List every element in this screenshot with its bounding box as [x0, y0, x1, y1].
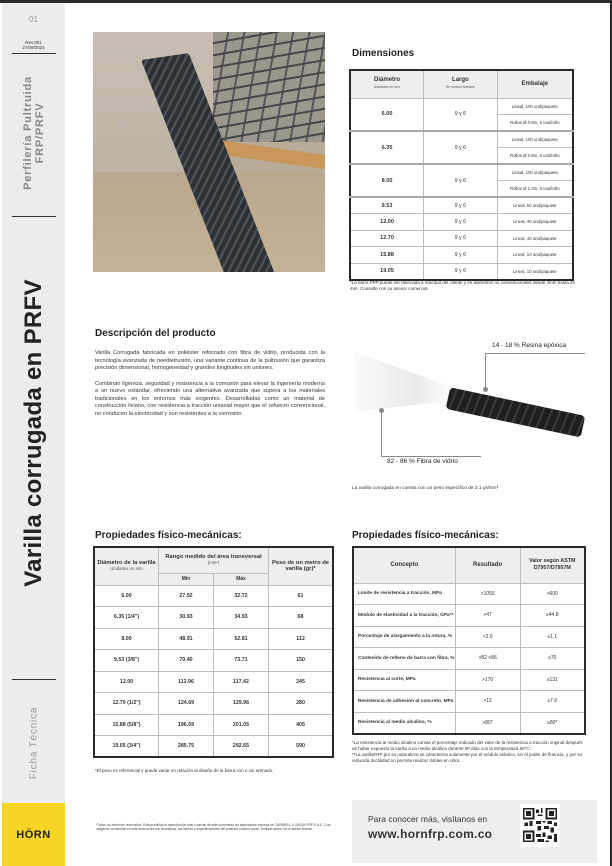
table-row: 8.00 9 y 6 Lineal, 100 und/paquete	[350, 164, 573, 181]
table-row: 12.00 112.96 117.42 245	[94, 671, 333, 693]
table-row: Rollos Ø 1.0m, 5 und/rollo	[350, 181, 573, 198]
frp-rod-segment	[446, 387, 586, 437]
table-row: 15.88 (5/8") 196.69 201.05 405	[94, 714, 333, 736]
elasticity-note: **La varillaFRP por su naturaleza se caracteriza solamente por el módulo elástico, sin el poder de fluencia, y por su reducida ductilidad no permite realizar dobles en obra.	[352, 752, 583, 763]
divider	[12, 679, 56, 680]
table-row: Módulo de elasticidad a la tracción, GPa** >47 ≥44.8	[353, 605, 585, 627]
doc-type-label: Ficha Técnica	[28, 706, 39, 780]
properties-left-table	[93, 546, 334, 758]
revision-date: 27/09/2024	[22, 45, 45, 50]
properties-left-heading: Propiedades físico-mecánicas:	[95, 530, 242, 541]
category-line-1: Perfilería Pultruida	[21, 76, 34, 190]
col-max: Máx	[213, 573, 268, 585]
composition-caption: La varilla corrugada en cuenta con un peso específico de 2.1 gr/mm³	[352, 486, 499, 491]
resin-marker-dot	[483, 387, 488, 392]
dimensions-table	[349, 69, 574, 281]
description-paragraph-1: Varilla Corrugada fabricada en poliéster reforzado con fibra de vidrio, producida con la tecnología avanzada de needletrusión, una variante continua de la pultrusión que garantiza precisión dimensional, homogeneidad y grandes longitudes sin uniones.	[95, 350, 325, 371]
sidebar	[2, 3, 65, 866]
visit-text: Para conocer más, visítanos en	[368, 814, 488, 824]
table-row: 6.35 9 y 6 Lineal, 100 und/paquete	[350, 131, 573, 148]
properties-right-notes	[352, 740, 587, 764]
table-row: 9.53 9 y 6 Lineal, 50 und/paquete	[350, 197, 573, 214]
table-row: 19.05 (3/4") 285.75 292.65 590	[94, 736, 333, 758]
website-link[interactable]: www.hornfrp.com.co	[368, 827, 493, 841]
table-row: 6.00 9 y 6 Lineal, 100 und/paquete	[350, 98, 573, 115]
table-row: Porcentaje de alargamiento a la rotura, % >2.0 ≥1.1	[353, 626, 585, 648]
qr-code-icon[interactable]	[520, 804, 560, 847]
table-row: 6.00 27.92 32.72 61	[94, 585, 333, 607]
dimensions-heading: Dimensiones	[352, 48, 415, 59]
fiber-leader-line	[381, 456, 481, 457]
table-row: 12.70 9 y 6 Lineal, 40 und/paquete	[350, 230, 573, 247]
col-length: Largo En metros lineales	[424, 70, 498, 98]
table-row: Rollos Ø 0.8m, 5 und/rollo	[350, 115, 573, 132]
product-photo	[93, 32, 325, 272]
description-paragraph-2: Combinan ligereza, seguridad y resistencia a la corrosión para elevar la ingeniería moderna a un nuevo estándar, ofreciendo una alternativa avanzada que supera a los materiales tradicionales en los entornos más exigentes. Desarrolladas como un material de construcción liviano, con resistencia a tracción uniaxial mayor que el refuerzo convencional, no conducen la electricidad y son resistentes a la corrosión.	[95, 380, 325, 417]
properties-right-heading: Propiedades físico-mecánicas:	[352, 530, 499, 541]
description-body	[95, 350, 325, 418]
table-row: 8.00 48.91 52.81 112	[94, 628, 333, 650]
properties-right-table	[352, 546, 586, 735]
alkaline-note: *La resistencia al medio alcalino consta el porcentaje indicado del valor de la resistencia a tracción original después de haber expuesto la varilla a un medio alcalino durante 90 días con la temperatura 60°C.	[352, 740, 583, 751]
fiber-label: 82 - 86 % Fibra de vidrio	[387, 458, 458, 465]
col-diameter: Diámetro de la varilla Unidades en mm	[94, 547, 159, 585]
horn-logo: HÖRN	[16, 828, 51, 841]
category-line-2: FRP/PRFV	[33, 102, 46, 164]
composition-diagram	[350, 330, 600, 470]
revision	[2, 40, 65, 50]
table-row: 6.35 (1/4") 30.93 34.93 68	[94, 607, 333, 629]
legal-notice: *Todos los derechos reservados. Está prohibida la reproducción total o parcial de este documento sin autorización expresa de CAPANELL & GARAY FRP S.A.S. | Las imágenes contenidas en este documento son ilustrativas, los colores y especificaciones del producto pueden variar. Verifique antes con el asesor técnico.	[96, 823, 331, 831]
col-min: Mín	[159, 573, 214, 585]
resin-label: 14 - 18 % Resina epóxica	[492, 342, 567, 349]
table-row: Resistencia al medio alcalino, % >80* ≥80*	[353, 712, 585, 734]
photo-rebar-mesh	[213, 32, 325, 142]
table-row: 9.53 (3/8") 70.40 73.71 150	[94, 650, 333, 672]
divider	[12, 53, 56, 54]
col-result: Resultado	[455, 547, 520, 583]
description-heading: Descripción del producto	[95, 328, 216, 339]
page-top-border	[0, 0, 612, 3]
category-label	[22, 76, 46, 190]
col-astm: Valor según ASTM D7957/D7957M	[520, 547, 585, 583]
table-row: Límite de resistencia a tracción, MPa >1050 >600	[353, 583, 585, 605]
resin-leader-line	[485, 353, 585, 354]
glass-fiber-strands	[355, 352, 455, 412]
col-diameter: Diámetro Unidades en mm	[350, 70, 424, 98]
divider	[12, 216, 56, 217]
table-row: Contenido de relleno de barra con fibra, % >82 <86 ≥70	[353, 648, 585, 670]
col-weight: Peso de un metro de varilla (gr)*	[268, 547, 333, 585]
table-row: 12.00 9 y 6 Lineal, 40 und/paquete	[350, 214, 573, 231]
col-range: Rango medido del área transversal (mm²)	[159, 547, 269, 573]
revision-code: Rev.001	[25, 40, 42, 45]
table-row: Rollos Ø 0.8m, 5 und/rollo	[350, 148, 573, 165]
table-row: 15.88 9 y 6 Lineal, 10 und/paquete	[350, 247, 573, 264]
logo-box	[2, 803, 65, 866]
page-number: 01	[29, 15, 38, 24]
dimensions-note: *La barra FRP puede ser fabricada a solicitud del cliente y en diámetros no convencionales desde 4mm hasta 32 mm. Consulte con su asesor comercial.	[350, 280, 576, 291]
table-row: 12.70 (1/2") 124.69 129.96 280	[94, 693, 333, 715]
table-row: 19.05 9 y 6 Lineal, 10 und/paquete	[350, 263, 573, 280]
fiber-leader-line	[381, 410, 382, 456]
col-packaging: Embalaje	[497, 70, 573, 98]
table-row: Resistencia de adhesión al concreto, MPa >12 ≥7.6	[353, 691, 585, 713]
visit-box	[352, 800, 597, 863]
product-title: Varilla corrugada en PRFV	[19, 279, 47, 587]
table-row: Resistencia al corte, MPa >170 ≥131	[353, 669, 585, 691]
col-concept: Concepto	[353, 547, 455, 583]
resin-leader-line	[485, 353, 486, 389]
properties-left-note: *El peso es referencial y puede variar en relación al diseño de la barra con o sin arenado.	[95, 768, 274, 773]
